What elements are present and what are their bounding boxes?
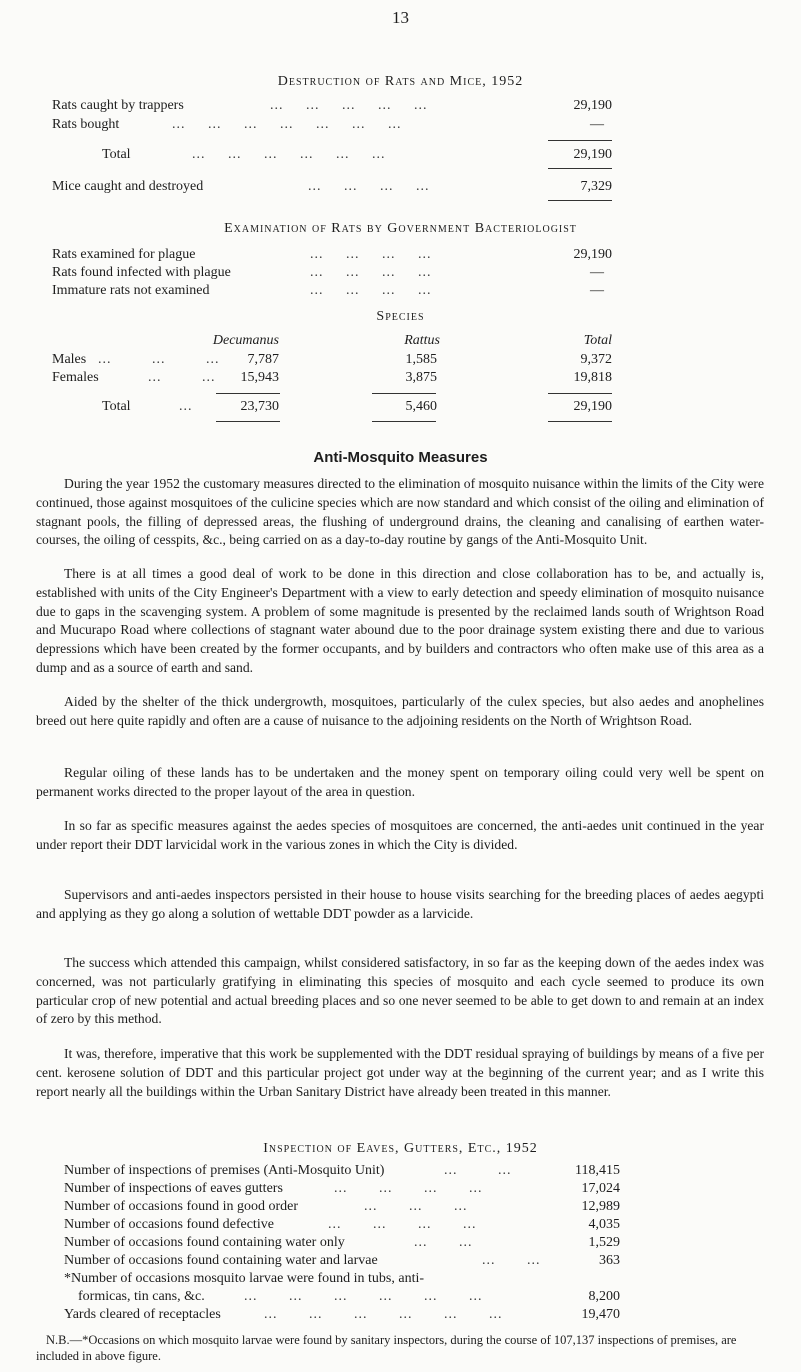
row-value: 5,460 [405, 399, 437, 414]
anti-mosquito-title: Anti-Mosquito Measures [313, 449, 488, 466]
leader-dots: ... ... ... ... ... ... ... [172, 117, 402, 132]
paragraph: It was, therefore, imperative that this work be supplemented with the DDT residual spraying of buildings by means of a five per cent. kerosene solution of DDT and this particular project got under way at the beginning of the current year; and as I write this report nearly all the buildings within the Urban Sanitary District have already been treated in this manner. [36, 1046, 764, 1099]
leader-dots: ... ... [414, 1235, 473, 1250]
row-value: 8,200 [588, 1289, 620, 1304]
leader-dots: ... ... ... ... ... [270, 98, 428, 113]
row-label: Yards cleared of receptacles [64, 1307, 221, 1322]
row-value: 29,190 [573, 247, 612, 262]
row-value: 15,943 [240, 370, 279, 385]
total-rule [548, 168, 612, 169]
row-label: Total [102, 147, 131, 162]
leader-dots: ... ... [482, 1253, 541, 1268]
row-label: Rats bought [52, 117, 120, 132]
row-label: Females [52, 370, 99, 385]
eaves-title: Inspection of Eaves, Gutters, Etc., 1952 [263, 1141, 538, 1156]
row-value: 9,372 [580, 352, 612, 367]
species-title: Species [376, 309, 425, 324]
row-label: Number of occasions found containing water only [64, 1235, 345, 1250]
column-header: Rattus [404, 333, 440, 348]
paragraph: Aided by the shelter of the thick undergrowth, mosquitoes, particularly of the culex species, but also aedes and anophelines breed out here quite rapidly and often are a cause of nuisance to the adjoining residents on the North of Wrightson Road. [36, 694, 764, 728]
total-rule [548, 200, 612, 201]
row-value: 1,585 [405, 352, 437, 367]
row-label: Number of occasions found defective [64, 1217, 274, 1232]
examination-title: Examination of Rats by Government Bacteriologist [224, 221, 577, 236]
row-value: 29,190 [573, 98, 612, 113]
row-value: 23,730 [240, 399, 279, 414]
row-value: 19,470 [581, 1307, 620, 1322]
row-label: *Number of occasions mosquito larvae were found in tubs, anti- [64, 1271, 425, 1286]
row-value: — [590, 117, 604, 132]
row-label: Rats found infected with plague [52, 265, 231, 280]
paragraph: There is at all times a good deal of work to be done in this direction and close collaboration has to be, and actually is, established with units of the City Engineer's Department with a view to early detection and speedy elimination of mosquito nuisance due to gaps in the scavenging system. A problem of some magnitude is presented by the reclaimed lands south of Wrightson Road and Mucurapo Road where collections of stagnant water abound due to the poor drainage system existing there and due to various depressions which have been created by the former occupants, and by builders and contractors who often make use of this area as a dump and as a source of earth and sand. [36, 566, 764, 675]
row-value: 7,329 [580, 179, 612, 194]
leader-dots: ... [179, 399, 193, 414]
row-label: formicas, tin cans, &c. [78, 1289, 205, 1304]
row-label: Number of inspections of premises (Anti-Mosquito Unit) [64, 1163, 385, 1178]
total-rule [216, 393, 280, 394]
row-label: Total [102, 399, 131, 414]
leader-dots: ... ... [148, 370, 216, 385]
row-value: 29,190 [573, 147, 612, 162]
row-value: 363 [599, 1253, 620, 1268]
paragraph: Regular oiling of these lands has to be undertaken and the money spent on temporary oiling could very well be spent on permanent works directed to the proper layout of the area in question. [36, 765, 764, 799]
row-value: 12,989 [581, 1199, 620, 1214]
row-label: Number of occasions found containing water and larvae [64, 1253, 378, 1268]
paragraph: Supervisors and anti-aedes inspectors persisted in their house to house visits searching for the breeding places of aedes aegypti and applying as they go along a solution of wettable DDT powder as a larvicide. [36, 887, 764, 921]
row-label: Number of occasions found in good order [64, 1199, 299, 1214]
leader-dots: ... ... ... ... [308, 179, 430, 194]
leader-dots: ... ... ... [98, 352, 220, 367]
leader-dots: ... ... ... ... [310, 283, 432, 298]
leader-dots: ... ... ... ... [328, 1217, 477, 1232]
row-value: 3,875 [405, 370, 437, 385]
total-rule [548, 393, 612, 394]
row-value: 1,529 [588, 1235, 620, 1250]
total-rule [216, 421, 280, 422]
leader-dots: ... ... ... ... ... ... [192, 147, 386, 162]
row-label: Immature rats not examined [52, 283, 210, 298]
row-value: — [590, 265, 604, 280]
row-label: Number of inspections of eaves gutters [64, 1181, 283, 1196]
row-value: — [590, 283, 604, 298]
paragraph: In so far as specific measures against the aedes species of mosquitoes are concerned, the anti-aedes unit continued in the year under report their DDT larvicidal work in the various zones in which the City is divided. [36, 818, 764, 852]
row-label: Mice caught and destroyed [52, 179, 204, 194]
row-value: 118,415 [575, 1163, 620, 1178]
row-label: Males [52, 352, 87, 367]
row-value: 29,190 [573, 399, 612, 414]
total-rule [548, 421, 612, 422]
column-header: Decumanus [212, 333, 279, 348]
paragraph: The success which attended this campaign, whilst considered satisfactory, in so far as the keeping down of the aedes index was concerned, was not particularly gratifying in eliminating this species of mosquito and each cycle seemed to produce its own particular crop of new potential and actual breeding places and so one never seemed to be able to get down to and remain at an index of zero by this method. [36, 955, 764, 1027]
row-label: Rats caught by trappers [52, 98, 184, 113]
row-value: 4,035 [588, 1217, 620, 1232]
leader-dots: ... ... [444, 1163, 512, 1178]
row-label: Rats examined for plague [52, 247, 196, 262]
row-value: 17,024 [581, 1181, 620, 1196]
page-number: 13 [392, 8, 409, 27]
leader-dots: ... ... ... ... ... ... [244, 1289, 483, 1304]
leader-dots: ... ... ... ... [310, 265, 432, 280]
total-rule [372, 393, 436, 394]
leader-dots: ... ... ... ... [310, 247, 432, 262]
rats-mice-title: Destruction of Rats and Mice, 1952 [277, 74, 524, 89]
leader-dots: ... ... ... ... [334, 1181, 483, 1196]
column-header: Total [583, 333, 612, 348]
row-value: 7,787 [247, 352, 279, 367]
total-rule [372, 421, 436, 422]
total-rule [548, 140, 612, 141]
leader-dots: ... ... ... ... ... ... [264, 1307, 503, 1322]
footnote: N.B.—*Occasions on which mosquito larvae were found by sanitary inspectors, during the course of 107,137 inspections of premises, are included in above figure. [36, 1333, 737, 1363]
paragraph: During the year 1952 the customary measures directed to the elimination of mosquito nuisance within the limits of the City were continued, those against mosquitoes of the culicine species which are now standard and which consist of the oiling and elimination of stagnant pools, the filling of depressed areas, the flushing of underground drains, the cleaning and canalising of earthen water-courses, the oiling of cesspits, &c., being carried on as a day-to-day routine by gangs of the Anti-Mosquito Unit. [36, 476, 764, 548]
leader-dots: ... ... ... [364, 1199, 468, 1214]
row-value: 19,818 [573, 370, 612, 385]
